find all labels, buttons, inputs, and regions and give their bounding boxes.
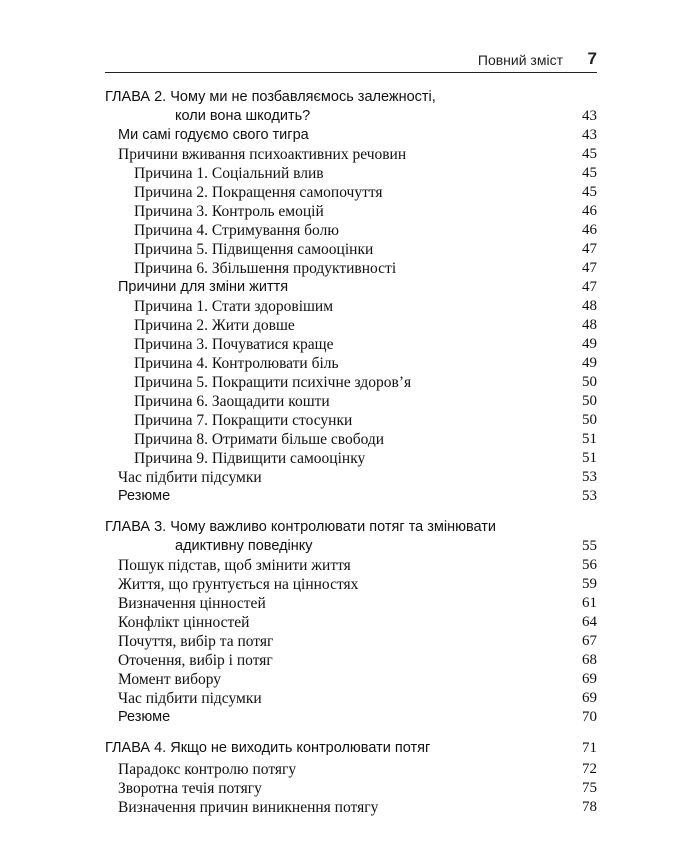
- chapter-2-heading-cont[interactable]: [0, 107, 683, 126]
- toc-subentry-page: 51: [582, 431, 597, 447]
- toc-subentry-page: 50: [582, 374, 597, 390]
- toc-subentry-page: 50: [582, 393, 597, 409]
- toc-entry[interactable]: [0, 760, 683, 779]
- toc-subentry-title: Причина 7. Покращити стосунки: [134, 412, 353, 429]
- toc-subentry-page: 46: [582, 203, 597, 219]
- chapter-3-title-line-1: ГЛАВА 3. Чому важливо контролювати потяг та змінювати: [105, 519, 497, 535]
- toc-subentry[interactable]: [0, 297, 683, 316]
- toc-entry[interactable]: [0, 468, 683, 487]
- toc-subentry-page: 49: [582, 336, 597, 352]
- toc-subentry-title: Причина 6. Збільшення продуктивності: [134, 260, 397, 277]
- toc-entry-page: 67: [582, 633, 597, 649]
- toc-subentry-title: Причина 2. Покращення самопочуття: [134, 184, 383, 201]
- toc-entry-page: 68: [582, 652, 597, 668]
- toc-entry[interactable]: [0, 145, 683, 164]
- toc-subentry[interactable]: [0, 411, 683, 430]
- toc-entry[interactable]: [0, 487, 683, 506]
- toc-subentry[interactable]: [0, 449, 683, 468]
- toc-subentry-title: Причина 5. Підвищення самооцінки: [134, 241, 374, 258]
- toc-entry-title: Резюме: [118, 709, 171, 725]
- toc-entry-title: Пошук підстав, щоб змінити життя: [118, 557, 351, 574]
- toc-subentry-page: 51: [582, 450, 597, 466]
- toc-entry-title: Ми самі годуємо свого тигра: [118, 127, 309, 143]
- toc-entry-page: 59: [582, 576, 597, 592]
- toc-subentry[interactable]: [0, 354, 683, 373]
- toc-subentry-title: Причина 2. Жити довше: [134, 317, 295, 334]
- toc-subentry-title: Причина 1. Соціальний влив: [134, 165, 324, 182]
- toc-entry-page: 61: [582, 595, 597, 611]
- toc-subentry-page: 49: [582, 355, 597, 371]
- toc-subentry-title: Причина 4. Контролювати біль: [134, 355, 339, 372]
- toc-entry-page: 43: [582, 127, 597, 143]
- toc-entry[interactable]: [0, 575, 683, 594]
- toc-subentry-title: Причина 9. Підвищити самооцінку: [134, 450, 366, 467]
- toc-entry-title: Конфлікт цінностей: [118, 614, 250, 631]
- toc-subentry-page: 47: [582, 241, 597, 257]
- toc-subentry[interactable]: [0, 373, 683, 392]
- running-header-title: Повний зміст: [477, 52, 563, 68]
- toc-entry-title: Час підбити підсумки: [118, 469, 262, 486]
- toc-entry-page: 53: [582, 488, 597, 504]
- page-number: 7: [587, 49, 597, 68]
- toc-subentry[interactable]: [0, 202, 683, 221]
- toc-entry-title: Визначення причин виникнення потягу: [118, 799, 379, 816]
- toc-entry[interactable]: [0, 708, 683, 727]
- toc-entry[interactable]: [0, 278, 683, 297]
- toc-subentry-page: 48: [582, 317, 597, 333]
- toc-subentry-page: 48: [582, 298, 597, 314]
- toc-entry-page: 45: [582, 146, 597, 162]
- toc-entry-page: 70: [582, 709, 597, 725]
- chapter-3-heading[interactable]: [0, 518, 683, 537]
- toc-subentry-page: 46: [582, 222, 597, 238]
- toc-entry[interactable]: [0, 126, 683, 145]
- toc-entry[interactable]: [0, 651, 683, 670]
- toc-subentry-title: Причина 4. Стримування болю: [134, 222, 339, 239]
- toc-subentry[interactable]: [0, 164, 683, 183]
- toc-entry-page: 47: [582, 279, 597, 295]
- toc-entry-title: Життя, що ґрунтується на цінностях: [118, 576, 359, 593]
- chapter-2-title-line-2: коли вона шкодить?: [175, 108, 311, 124]
- toc-entry[interactable]: [0, 798, 683, 817]
- toc-subentry-page: 47: [582, 260, 597, 276]
- toc-subentry[interactable]: [0, 430, 683, 449]
- toc-entry-title: Час підбити підсумки: [118, 690, 262, 707]
- toc-entry-page: 72: [582, 761, 597, 777]
- toc-subentry-page: 50: [582, 412, 597, 428]
- toc-entry-title: Почуття, вибір та потяг: [118, 633, 274, 650]
- toc-entry[interactable]: [0, 689, 683, 708]
- chapter-3-title-line-2: адиктивну поведінку: [175, 538, 313, 554]
- toc-subentry-title: Причина 5. Покращити психічне здоров’я: [134, 374, 412, 391]
- toc-entry-title: Парадокс контролю потягу: [118, 761, 297, 778]
- toc-subentry-title: Причина 8. Отримати більше свободи: [134, 431, 385, 448]
- toc-subentry[interactable]: [0, 221, 683, 240]
- chapter-2-heading[interactable]: [0, 88, 683, 107]
- chapter-3-heading-cont[interactable]: [0, 537, 683, 556]
- toc-entry-title: Причини вживання психоактивних речовин: [118, 146, 407, 163]
- toc-entry-title: Визначення цінностей: [118, 595, 266, 612]
- toc-subentry-page: 45: [582, 184, 597, 200]
- toc-subentry[interactable]: [0, 392, 683, 411]
- toc-entry-title: Оточення, вибір і потяг: [118, 652, 273, 669]
- toc-entry-page: 56: [582, 557, 597, 573]
- toc-subentry[interactable]: [0, 183, 683, 202]
- toc-entry[interactable]: [0, 670, 683, 689]
- toc-entry-page: 64: [582, 614, 597, 630]
- toc-entry-title: Зворотна течія потягу: [118, 780, 262, 797]
- chapter-4-title: ГЛАВА 4. Якщо не виходить контролювати потяг: [105, 740, 431, 756]
- toc-entry[interactable]: [0, 556, 683, 575]
- toc-subentry-title: Причина 1. Стати здоровішим: [134, 298, 334, 315]
- toc-subentry[interactable]: [0, 316, 683, 335]
- chapter-4-page: 71: [582, 740, 597, 756]
- chapter-2-title-line-1: ГЛАВА 2. Чому ми не позбавляємось залежності,: [105, 89, 436, 105]
- toc-subentry-page: 45: [582, 165, 597, 181]
- toc-entry-title: Резюме: [118, 488, 171, 504]
- toc-entry[interactable]: [0, 613, 683, 632]
- toc-subentry-title: Причина 3. Контроль емоцій: [134, 203, 324, 220]
- toc-entry[interactable]: [0, 632, 683, 651]
- toc-entry-page: 53: [582, 469, 597, 485]
- chapter-4-heading[interactable]: [0, 739, 683, 758]
- toc-entry[interactable]: [0, 779, 683, 798]
- toc-subentry[interactable]: [0, 240, 683, 259]
- toc-entry-page: 69: [582, 671, 597, 687]
- toc-subentry[interactable]: [0, 259, 683, 278]
- toc-entry[interactable]: [0, 594, 683, 613]
- toc-subentry-title: Причина 3. Почуватися краще: [134, 336, 334, 353]
- toc-entry-title: Причини для зміни життя: [118, 279, 289, 295]
- toc-subentry[interactable]: [0, 335, 683, 354]
- toc-entry-page: 69: [582, 690, 597, 706]
- chapter-3-page: 55: [582, 538, 597, 554]
- chapter-2-page: 43: [582, 108, 597, 124]
- toc-entry-title: Момент вибору: [118, 671, 222, 688]
- toc-entry-page: 75: [582, 780, 597, 796]
- toc-entry-page: 78: [582, 799, 597, 815]
- toc-subentry-title: Причина 6. Заощадити кошти: [134, 393, 330, 410]
